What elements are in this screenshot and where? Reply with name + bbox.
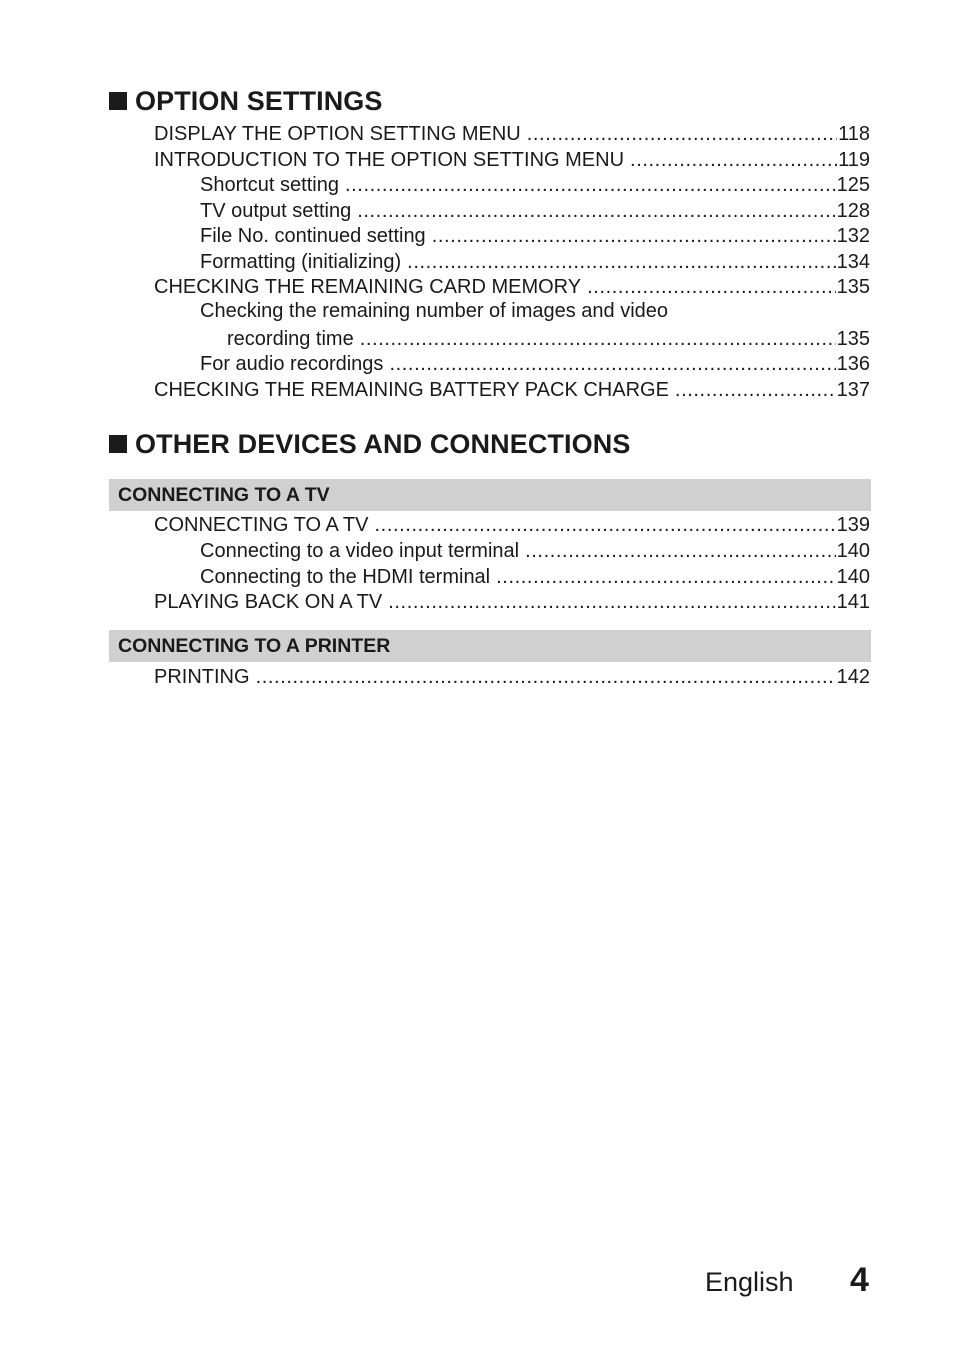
toc-entry[interactable] [154, 120, 870, 146]
toc-entry-title: CONNECTING TO A TV [154, 514, 369, 536]
toc-entry-page: 136 [836, 353, 870, 375]
dot-leader [432, 224, 836, 248]
toc-entry-page: 132 [836, 225, 870, 247]
toc-entry[interactable] [200, 248, 870, 274]
dot-leader [375, 513, 836, 537]
toc-entry[interactable] [154, 273, 870, 299]
section-heading-other-devices [109, 428, 630, 460]
toc-entry[interactable] [200, 350, 870, 376]
toc-entry-page: 137 [836, 379, 870, 401]
toc-entry-title: PRINTING [154, 666, 250, 688]
toc-entry[interactable] [154, 663, 870, 689]
toc-entry[interactable] [200, 563, 870, 589]
subsection-label: CONNECTING TO A TV [118, 484, 330, 506]
toc-entry-page: 141 [836, 591, 870, 613]
toc-entry-page: 140 [836, 540, 870, 562]
toc-entry[interactable] [154, 511, 870, 537]
toc-entry-page: 135 [836, 328, 870, 350]
toc-entry-page: 118 [838, 123, 870, 145]
dot-leader [389, 352, 835, 376]
dot-leader [407, 250, 835, 274]
toc-entry[interactable] [200, 171, 870, 197]
toc-entry[interactable] [227, 325, 870, 351]
toc-entry-title: CHECKING THE REMAINING CARD MEMORY [154, 276, 582, 298]
dot-leader [345, 173, 836, 197]
dot-leader [630, 148, 837, 172]
toc-entry-title: PLAYING BACK ON A TV [154, 591, 383, 613]
toc-entry-title-first-line[interactable]: Checking the remaining number of images and video [200, 300, 669, 322]
toc-entry[interactable] [154, 376, 870, 402]
toc-entry[interactable] [200, 197, 870, 223]
dot-leader [587, 275, 836, 299]
toc-entry[interactable] [200, 222, 870, 248]
dot-leader [525, 539, 836, 563]
toc-entry-page: 125 [836, 174, 870, 196]
toc-entry-title: File No. continued setting [200, 225, 426, 247]
section-heading-text: OPTION SETTINGS [135, 86, 383, 116]
toc-entry-title: TV output setting [200, 200, 352, 222]
footer-language: English [705, 1267, 794, 1297]
toc-entry[interactable] [200, 537, 870, 563]
dot-leader [388, 590, 835, 614]
subsection-label: CONNECTING TO A PRINTER [118, 635, 391, 657]
toc-entry-page: 142 [836, 666, 870, 688]
toc-entry-title: Formatting (initializing) [200, 251, 402, 273]
subsection-bar-connecting-to-tv [109, 479, 871, 511]
black-square-icon [109, 435, 127, 453]
toc-entry-page: 140 [836, 566, 870, 588]
dot-leader [357, 199, 835, 223]
dot-leader [675, 378, 836, 402]
toc-entry-page: 128 [836, 200, 870, 222]
dot-leader [360, 327, 836, 351]
toc-entry-title: CHECKING THE REMAINING BATTERY PACK CHARGE [154, 379, 669, 401]
toc-entry-title: INTRODUCTION TO THE OPTION SETTING MENU [154, 149, 625, 171]
toc-entry-page: 139 [836, 514, 870, 536]
dot-leader [496, 565, 835, 589]
toc-entry-page: 119 [838, 149, 870, 171]
dot-leader [527, 122, 837, 146]
toc-entry-title: Connecting to the HDMI terminal [200, 566, 491, 588]
toc-entry[interactable] [154, 146, 870, 172]
dot-leader [256, 665, 836, 689]
toc-entry[interactable] [154, 588, 870, 614]
toc-entry-title: DISPLAY THE OPTION SETTING MENU [154, 123, 521, 145]
toc-entry-title: Shortcut setting [200, 174, 339, 196]
footer-page-number: 4 [850, 1261, 869, 1299]
section-heading-text: OTHER DEVICES AND CONNECTIONS [135, 429, 631, 459]
black-square-icon [109, 92, 127, 110]
section-heading-option-settings [109, 85, 383, 117]
toc-entry-title: Connecting to a video input terminal [200, 540, 520, 562]
toc-entry-title-continuation: recording time [227, 328, 354, 350]
toc-entry-page: 135 [836, 276, 870, 298]
toc-entry-page: 134 [836, 251, 870, 273]
toc-entry-title: For audio recordings [200, 353, 384, 375]
subsection-bar-connecting-to-printer [109, 630, 871, 662]
